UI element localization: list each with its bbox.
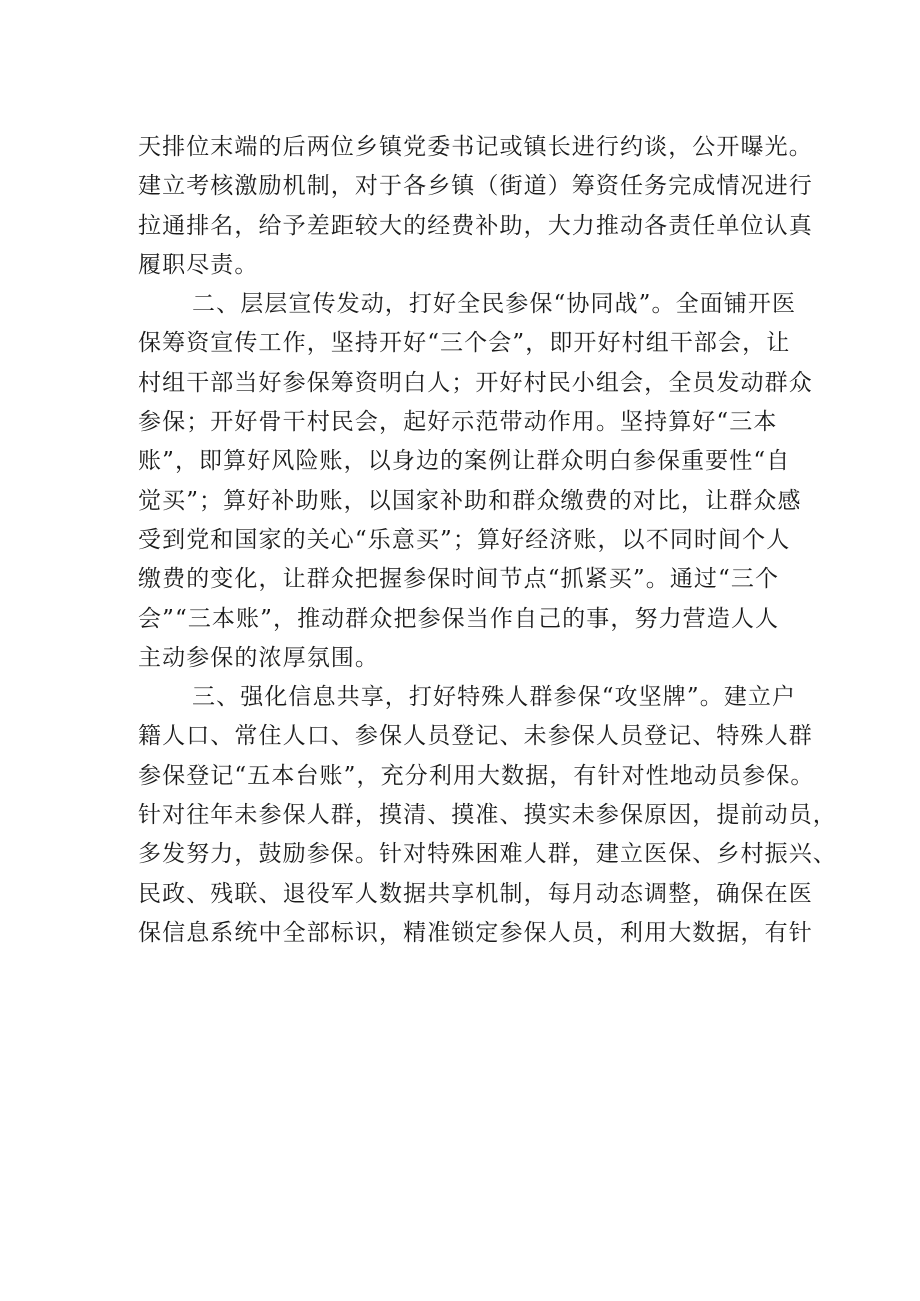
text-line: 保信息系统中全部标识，精准锁定参保人员，利用大数据，有针 [138,919,813,946]
text-line: 受到党和国家的关心“乐意买”；算好经济账，以不同时间个人 [138,526,791,553]
text-line: 主动参保的浓厚氛围。 [138,644,379,671]
text-line: 拉通排名，给予差距较大的经费补助，大力推动各责任单位认真 [138,212,813,239]
text-line: 建立考核激励机制，对于各乡镇（街道）筹资任务完成情况进行 [138,173,813,200]
document-body [138,128,837,953]
text-line: 参保登记“五本台账”，充分利用大数据，有针对性地动员参保。 [138,762,815,789]
text-line: 籍人口、常住人口、参保人员登记、未参保人员登记、特殊人群 [138,723,813,750]
text-line: 账”，即算好风险账，以身边的案例让群众明白参保重要性“自 [138,448,791,475]
text-line: 天排位末端的后两位乡镇党委书记或镇长进行约谈，公开曝光。 [138,134,813,160]
section-three-heading-line: 三、强化信息共享，打好特殊人群参保“攻坚牌”。建立户 [192,684,797,711]
text-line: 觉买”；算好补助账，以国家补助和群众缴费的对比，让群众感 [138,487,802,514]
text-line: 针对往年未参保人群，摸清、摸准、摸实未参保原因，提前动员， [138,802,837,829]
text-line: 履职尽责。 [138,251,259,278]
text-line: 参保；开好骨干村民会，起好示范带动作用。坚持算好“三本 [138,409,778,436]
text-line: 缴费的变化，让群众把握参保时间节点“抓紧买”。通过“三个 [138,566,780,593]
text-line: 民政、残联、退役军人数据共享机制，每月动态调整，确保在医 [138,880,813,907]
text-line: 村组干部当好参保筹资明白人；开好村民小组会，全员发动群众 [138,369,813,396]
text-line: 保筹资宣传工作，坚持开好“三个会”，即开好村组干部会，让 [138,330,791,357]
text-line: 会”“三本账”，推动群众把参保当作自己的事，努力营造人人 [138,605,780,632]
section-two-heading-line: 二、层层宣传发动，打好全民参保“协同战”。全面铺开医 [192,291,797,318]
text-line: 多发努力，鼓励参保。针对特殊困难人群，建立医保、乡村振兴、 [138,841,837,868]
